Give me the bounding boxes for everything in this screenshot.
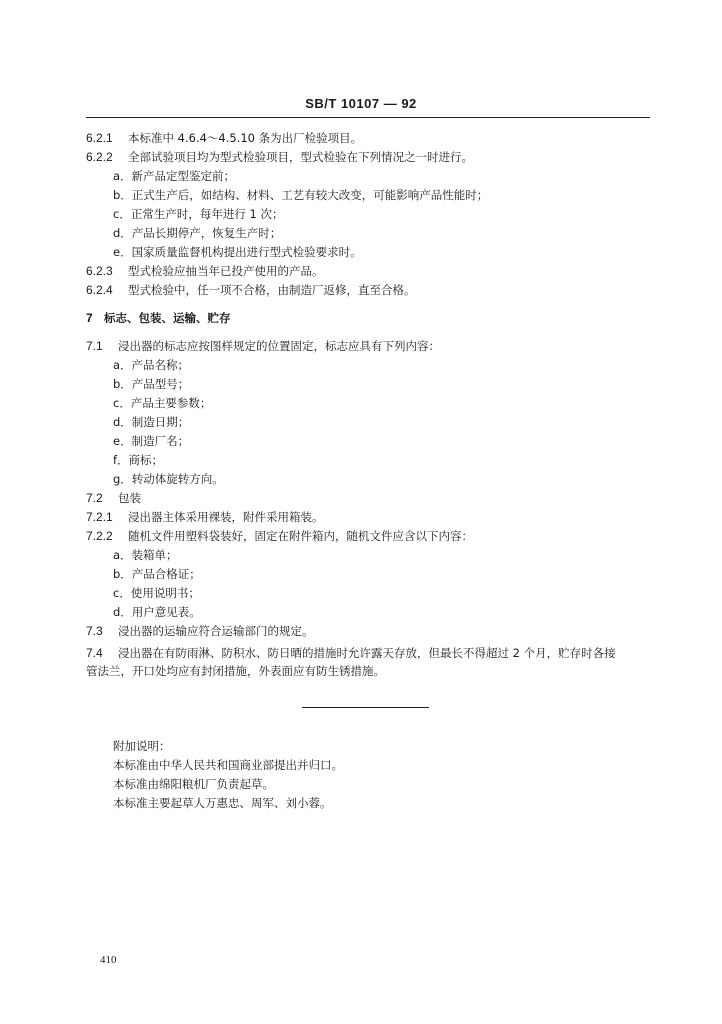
- clause-7-2-2: [86, 529, 473, 543]
- notes-line: 本标准由中华人民共和国商业部提出并归口。: [113, 758, 343, 772]
- clause-6-2-1: [86, 131, 362, 145]
- clause-number: 7.1: [86, 339, 103, 353]
- end-of-text-rule: [302, 707, 429, 708]
- section-number: 7: [86, 311, 93, 325]
- clause-7-4-line-2: 管法兰，开口处均应有封闭措施，外表面应有防生锈措施。: [86, 664, 385, 678]
- page-number: 410: [100, 954, 117, 966]
- clause-7-2: [86, 491, 141, 505]
- header-rule: [86, 117, 650, 118]
- clause-text: 随机文件用塑料袋装好，固定在附件箱内，随机文件应含以下内容：: [128, 529, 473, 543]
- clause-number: 6.2.2: [86, 150, 113, 164]
- notes-line: 本标准由绵阳粮机厂负责起草。: [113, 777, 274, 791]
- page-header-standard-id: SB/T 10107 — 92: [305, 96, 417, 111]
- clause-text: 型式检验应抽当年已投产使用的产品。: [128, 264, 324, 278]
- clause-text: 全部试验项目均为型式检验项目，型式检验在下列情况之一时进行。: [128, 150, 473, 164]
- list-item: e．制造厂名；: [113, 434, 190, 448]
- list-item: a．产品名称；: [113, 358, 190, 372]
- clause-number: 7.4: [86, 646, 103, 660]
- clause-text: 本标准中 4.6.4～4.5.10 条为出厂检验项目。: [128, 131, 363, 145]
- list-item: d．用户意见表。: [113, 605, 201, 619]
- list-item: b．产品型号；: [113, 377, 190, 391]
- list-item: a．新产品定型鉴定前；: [113, 169, 236, 183]
- list-item: b．产品合格证；: [113, 567, 201, 581]
- clause-7-2-1: [86, 510, 324, 524]
- clause-number: 7.2.1: [86, 510, 113, 524]
- clause-7-3: [86, 624, 314, 638]
- clause-7-4-line-1: [86, 646, 616, 660]
- list-item: g．转动体旋转方向。: [113, 472, 224, 486]
- clause-number: 7.2.2: [86, 529, 113, 543]
- clause-text: 包装: [118, 491, 141, 505]
- list-item: d．制造日期；: [113, 415, 190, 429]
- list-item: c．正常生产时，每年进行 1 次；: [113, 207, 284, 221]
- clause-6-2-4: [86, 283, 416, 297]
- clause-number: 7.3: [86, 624, 103, 638]
- clause-text: 浸出器的标志应按图样规定的位置固定，标志应具有下列内容：: [118, 339, 440, 353]
- list-item: d．产品长期停产，恢复生产时；: [113, 226, 282, 240]
- clause-6-2-2: [86, 150, 473, 164]
- section-title-text: 标志、包装、运输、贮存: [104, 311, 231, 325]
- clause-text: 浸出器主体采用裸装，附件采用箱装。: [128, 510, 324, 524]
- list-item: c．产品主要参数；: [113, 396, 212, 410]
- clause-number: 6.2.3: [86, 264, 113, 278]
- list-item: c．使用说明书；: [113, 586, 200, 600]
- clause-7-1: [86, 339, 440, 353]
- clause-number: 6.2.1: [86, 131, 113, 145]
- notes-title: 附加说明：: [113, 739, 171, 753]
- clause-text: 浸出器的运输应符合运输部门的规定。: [118, 624, 314, 638]
- clause-6-2-3: [86, 264, 324, 278]
- clause-number: 6.2.4: [86, 283, 113, 297]
- notes-line: 本标准主要起草人万惠忠、周军、刘小蓉。: [113, 796, 332, 810]
- list-item: b．正式生产后，如结构、材料、工艺有较大改变，可能影响产品性能时；: [113, 188, 489, 202]
- clause-number: 7.2: [86, 491, 103, 505]
- section-7-title: [86, 311, 231, 325]
- clause-text: 浸出器在有防雨淋、防积水、防日晒的措施时允许露天存放，但最长不得超过 2 个月，贮存时各接: [118, 646, 616, 660]
- list-item: a．装箱单；: [113, 548, 178, 562]
- list-item: f．商标；: [113, 453, 164, 467]
- clause-text: 型式检验中，任一项不合格，由制造厂返修，直至合格。: [128, 283, 416, 297]
- list-item: e．国家质量监督机构提出进行型式检验要求时。: [113, 245, 362, 259]
